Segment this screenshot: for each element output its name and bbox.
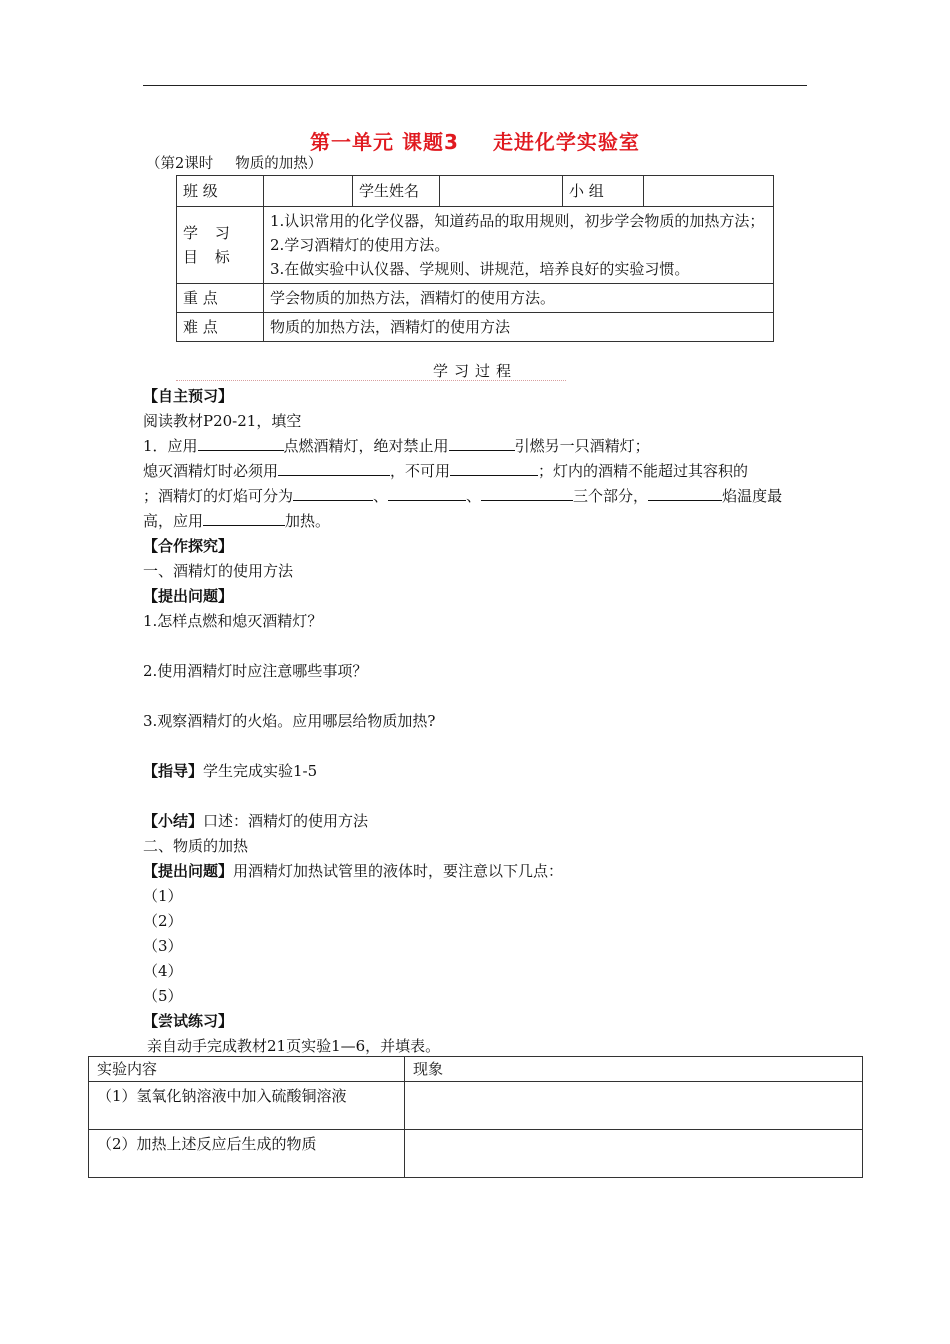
fill-blank[interactable] <box>388 485 466 501</box>
ask-2-line: 【提出问题】用酒精灯加热试管里的液体时，要注意以下几点： <box>143 862 564 880</box>
objective-2: 2.学习酒精灯的使用方法。 <box>270 236 450 254</box>
objectives-label: 学 习 目 标 <box>177 207 264 284</box>
summary-line: 【小结】口述：酒精灯的使用方法 <box>143 812 369 830</box>
preview-intro: 阅读教材P20-21，填空 <box>143 412 302 430</box>
coop-heading: 【合作探究】 <box>143 537 234 555</box>
fill-blank[interactable] <box>450 460 538 476</box>
point-2: （2） <box>143 912 183 930</box>
experiment-table <box>88 1056 863 1178</box>
info-table <box>176 175 774 342</box>
practice-text: 亲自动手完成教材21页实验1—6，并填表。 <box>147 1037 441 1055</box>
fill-blank[interactable] <box>648 485 722 501</box>
section-2-heading: 二、物质的加热 <box>143 837 249 855</box>
section-1-heading: 一、酒精灯的使用方法 <box>143 562 294 580</box>
difficulty-label: 难 点 <box>177 313 264 342</box>
key-point-text: 学会物质的加热方法，酒精灯的使用方法。 <box>264 284 774 313</box>
key-point-label: 重 点 <box>177 284 264 313</box>
guide-line: 【指导】学生完成实验1-5 <box>143 762 318 780</box>
question-1-line-2: 熄灭酒精灯时必须用 ，不可用 ；灯内的酒精不能超过其容积的 <box>143 462 749 480</box>
experiment-header-phenomenon: 现象 <box>405 1057 863 1082</box>
practice-heading: 【尝试练习】 <box>143 1012 234 1030</box>
question-1-line-3: ；酒精灯的灯焰可分为 、 、 三个部分， 焰温度最 <box>143 487 783 505</box>
experiment-header-content: 实验内容 <box>89 1057 405 1082</box>
fill-blank[interactable] <box>278 460 390 476</box>
header-rule <box>143 85 807 86</box>
ask-question-1: 1.怎样点燃和熄灭酒精灯？ <box>143 612 323 630</box>
point-1: （1） <box>143 887 183 905</box>
spellcheck-underline <box>176 380 566 381</box>
question-1-line-1: 1．应用 点燃酒精灯，绝对禁止用 引燃另一只酒精灯； <box>143 437 650 455</box>
page-title <box>0 126 950 155</box>
group-field[interactable] <box>644 176 774 207</box>
title-topic: 走进化学实验室 <box>492 130 640 154</box>
point-5: （5） <box>143 987 183 1005</box>
student-name-label: 学生姓名 <box>353 176 440 207</box>
ask-question-2: 2.使用酒精灯时应注意哪些事项？ <box>143 662 368 680</box>
fill-blank[interactable] <box>481 485 573 501</box>
process-title: 学习过程 <box>432 362 517 380</box>
objective-3: 3.在做实验中认仪器、学规则、讲规范，培养良好的实验习惯。 <box>270 260 690 278</box>
difficulty-text: 物质的加热方法，酒精灯的使用方法 <box>264 313 774 342</box>
class-label: 班 级 <box>177 176 264 207</box>
objective-1: 1.认识常用的化学仪器，知道药品的取用规则，初步学会物质的加热方法； <box>270 212 765 230</box>
question-1-line-4: 高，应用 加热。 <box>143 512 331 530</box>
experiment-row-1-phenomenon[interactable] <box>405 1082 863 1130</box>
lesson-subtitle <box>146 152 322 173</box>
worksheet-body <box>143 384 815 1059</box>
class-field[interactable] <box>264 176 353 207</box>
student-name-field[interactable] <box>440 176 563 207</box>
experiment-row-1-content: （1）氢氧化钠溶液中加入硫酸铜溶液 <box>89 1082 405 1130</box>
point-4: （4） <box>143 962 183 980</box>
point-3: （3） <box>143 937 183 955</box>
group-label: 小 组 <box>563 176 644 207</box>
fill-blank[interactable] <box>293 485 373 501</box>
experiment-row-2-content: （2）加热上述反应后生成的物质 <box>89 1130 405 1178</box>
preview-heading: 【自主预习】 <box>143 387 234 405</box>
fill-blank[interactable] <box>203 510 285 526</box>
ask-heading: 【提出问题】 <box>143 587 234 605</box>
objectives-cell <box>264 207 774 284</box>
subtitle-topic: 物质的加热） <box>235 156 323 172</box>
title-unit: 第一单元 课题3 <box>310 130 459 154</box>
experiment-row-2-phenomenon[interactable] <box>405 1130 863 1178</box>
ask-question-3: 3.观察酒精灯的火焰。应用哪层给物质加热? <box>143 712 436 730</box>
fill-blank[interactable] <box>198 435 284 451</box>
fill-blank[interactable] <box>449 435 515 451</box>
subtitle-period: （第2课时 <box>146 156 214 172</box>
